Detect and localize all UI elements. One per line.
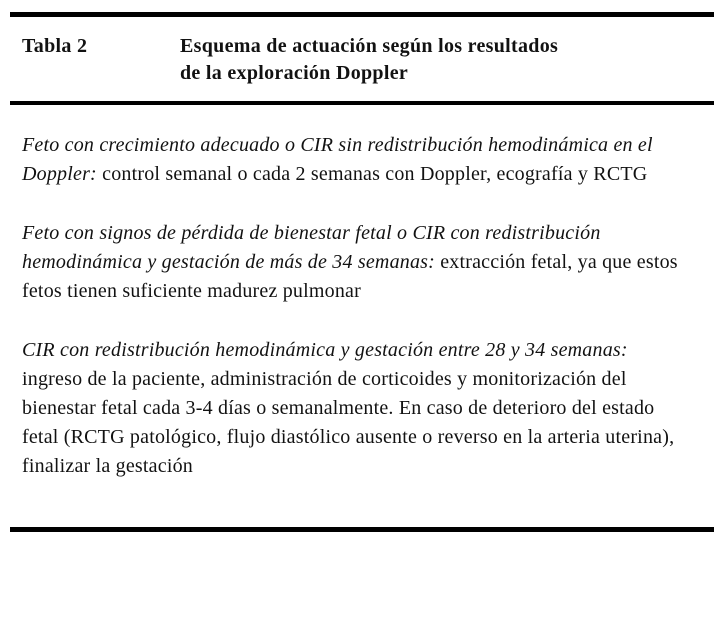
bottom-rule: [10, 527, 714, 532]
table-title-line2: de la exploración Doppler: [180, 62, 409, 84]
entry-condition: Feto con signos de pérdida de bienestar fetal o CIR con redistribución hemodinámica y gestación de más de 34 semanas:: [22, 222, 601, 273]
entry-action: ingreso de la paciente, administración de corticoides y monitorización del bienestar fetal cada 3-4 días o semanalmente. En caso de deterioro del estado fetal (RCTG patológico, flujo diastólico ausente o reverso en la arteria uterina), finalizar la gestación: [22, 368, 675, 477]
table-label: Tabla 2: [22, 35, 88, 57]
entry-condition: Feto con crecimiento adecuado o CIR sin redistribución hemodinámica en el Doppler:: [22, 134, 653, 185]
table-title: [180, 33, 558, 87]
entry-action: extracción fetal, ya que estos fetos tienen suficiente madurez pulmonar: [22, 251, 678, 302]
entry-action: control semanal o cada 2 semanas con Doppler, ecografía y RCTG: [96, 163, 648, 185]
table-entry-over-34-weeks: [22, 219, 682, 306]
table-entry-28-34-weeks: [22, 336, 682, 481]
entry-condition: CIR con redistribución hemodinámica y gestación entre 28 y 34 semanas:: [22, 339, 628, 361]
table-body: [10, 105, 714, 527]
table-entry-adequate-growth: [22, 131, 682, 189]
table-header: [10, 17, 714, 101]
table-title-line1: Esquema de actuación según los resultados: [180, 35, 559, 57]
